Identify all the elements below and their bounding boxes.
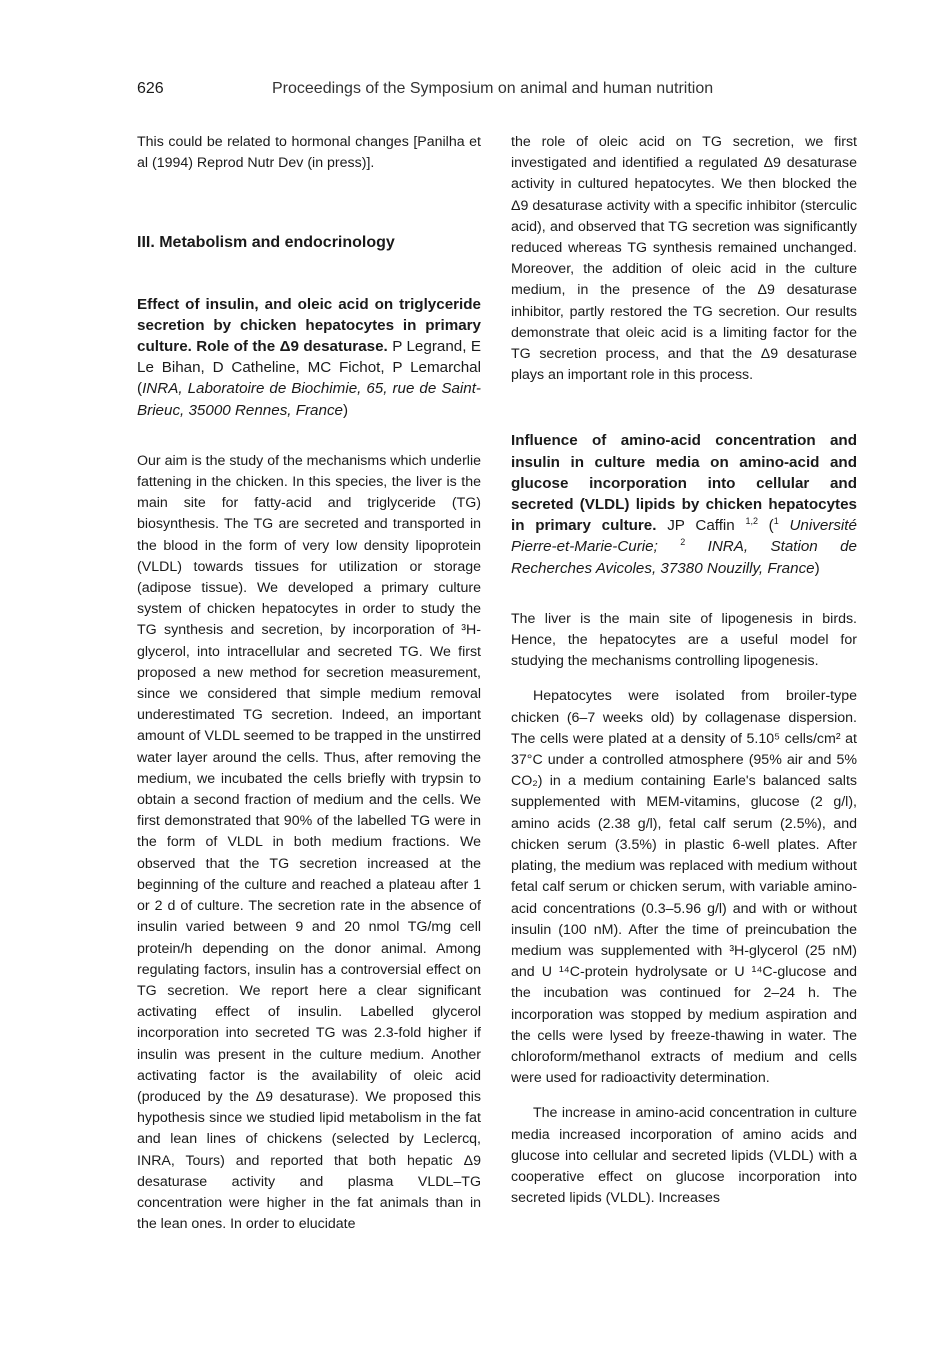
affiliation-close: ) <box>343 401 349 419</box>
author-superscript: 1,2 <box>745 516 758 527</box>
abstract2-paragraph-1: The liver is the main site of lipogenesis in birds. Hence, the hepatocytes are a useful model for studying the mechanisms controlling lipogenesis. <box>511 610 857 670</box>
abstract-body-1: Our aim is the study of the mechanisms which underlie fattening in the chicken. In this species, the liver is the main site for fatty-acid and triglyceride (TG) biosynthesis. The TG are secreted and transported in the blood in the form of very low density lipoprotein (VLDL) towards tissues for utilization or storage (adipose tissue). We developed a primary culture system of chicken hepatocytes in order to study the TG synthesis and secretion, by incorporation of ³H-glycerol, into intracellular and secreted TG. We first proposed a new method for secretion measurement, since we considered that simple medium removal underestimated TG secretion. Indeed, an important amount of VLDL seemed to be trapped in the unstirred water layer around the cells. Thus, after removing the medium, we incubated the cells briefly with trypsin to obtain a second fraction of medium and the cells. We first demonstrated that 90% of the labelled TG were in the form of VLDL in both medium fractions. We observed that the TG secretion increased at the beginning of the culture and reached a plateau after 1 or 2 d of culture. The secretion rate in the absence of insulin varied between 9 and 20 nmol TG/mg cell protein/h depending on the donor animal. Among regulating factors, insulin has a controversial effect on TG secretion. We report here a clear significant activating effect of insulin. Labelled glycerol incorporation into secreted TG was 2.3-fold higher if insulin was present in the culture medium. Another activating factor is the availability of oleic acid (produced by the Δ9 desaturase). We proposed this hypothesis since we studied lipid metabolism in the fat and lean lines of chickens (selected by Leclercq, INRA, Tours) and reported that both hepatic Δ9 desaturase activity and plasma VLDL–TG concentration were higher in the fat animals than in the lean ones. In order to elucidate <box>137 452 481 1233</box>
abstract-title-1 <box>137 294 481 421</box>
page-number: 626 <box>137 80 164 97</box>
continuation-text-right: the role of oleic acid on TG secretion, we first investigated and identified a regulated Δ9 desaturase activity in cultured hepatocytes. We then blocked the Δ9 desaturase activity with a specific inhibitor (sterculic acid), and observed that TG secretion was significantly reduced whereas TG synthesis remained unchanged. Moreover, the addition of oleic acid in the culture medium, in the presence of the Δ9 desaturase inhibitor, partly restored the TG secretion. Our results demonstrate that oleic acid is a limiting factor for the TG secretion process, and that the Δ9 desaturase plays an important role in this process. <box>511 134 857 384</box>
affiliation-superscript-2: 2 <box>680 537 686 548</box>
abstract2-paragraph-2: Hepatocytes were isolated from broiler-type chicken (6–7 weeks old) by collagenase dispersion. The cells were plated at a density of 5.10⁵ cells/cm² at 37°C under a controlled atmosphere (95% air and 5% CO₂) in a medium containing Earle's balanced salts supplemented with MEM-vitamins, glucose (2 g/l), amino acids (2.38 g/l), fetal calf serum (2.5%), and chicken serum (3.5%) in plastic 6-well plates. After plating, the medium was replaced with medium without fetal calf serum or chicken serum, with variable amino-acid concentrations (0.3–5.96 g/l) and with or without insulin (100 nM). After the time of preincubation the medium was supplemented with ³H-glycerol (25 nM) and U ¹⁴C-protein hydrolysate or U ¹⁴C-glucose and the incubation was continued for 2–24 h. The incorporation was stopped by medium aspiration and the cells were lysed by freeze-thawing in water. The chloroform/methanol extracts of medium and cells were used for radioactivity determination. <box>511 688 857 1087</box>
abstract-title-text-2: Influence of amino-acid concentration and insulin in culture media on amino-acid and glucose incorporation into cellular and secreted (VLDL) lipids by chicken hepatocytes in primary culture. <box>511 432 857 535</box>
left-column <box>137 132 481 1235</box>
paragraph-gap <box>511 1089 857 1103</box>
paragraph-gap <box>511 672 857 686</box>
abstract2-paragraph-3: The increase in amino-acid concentration in culture media increased incorporation of amino acids and glucose into cellular and secreted lipids (VLDL) with a cooperative effect on glucose incorporation into secreted lipids (VLDL). Increases <box>511 1105 857 1207</box>
abstract-affiliation-1: Université Pierre-et-Marie-Curie; <box>511 517 857 556</box>
running-title: Proceedings of the Symposium on animal and human nutrition <box>272 80 714 97</box>
abstract-title-2 <box>511 430 857 578</box>
abstract-affiliation-2: INRA, Station de Recherches Avicoles, 37380 Nouzilly, France <box>511 538 858 577</box>
abstract-affiliation: INRA, Laboratoire de Biochimie, 65, rue de Saint-Brieuc, 35000 Rennes, France <box>137 380 481 419</box>
affiliation-open: ( <box>757 517 774 535</box>
right-column <box>511 132 857 1209</box>
abstract-authors-2: JP Caffin <box>656 517 746 535</box>
abstract-authors: P Legrand, E Le Bihan, D Catheline, MC Fichot, P Lemarchal ( <box>137 338 481 398</box>
continuation-text: This could be related to hormonal changes [Panilha et al (1994) Reprod Nutr Dev (in press)]. <box>137 134 481 172</box>
section-heading: III. Metabolism and endocrinology <box>137 234 395 252</box>
affiliation-superscript-1: 1 <box>773 516 779 527</box>
affiliation-close-2: ) <box>814 559 820 577</box>
abstract-title-text: Effect of insulin, and oleic acid on triglyceride secretion by chicken hepatocytes in primary culture. Role of the Δ9 desaturase. <box>137 295 481 356</box>
